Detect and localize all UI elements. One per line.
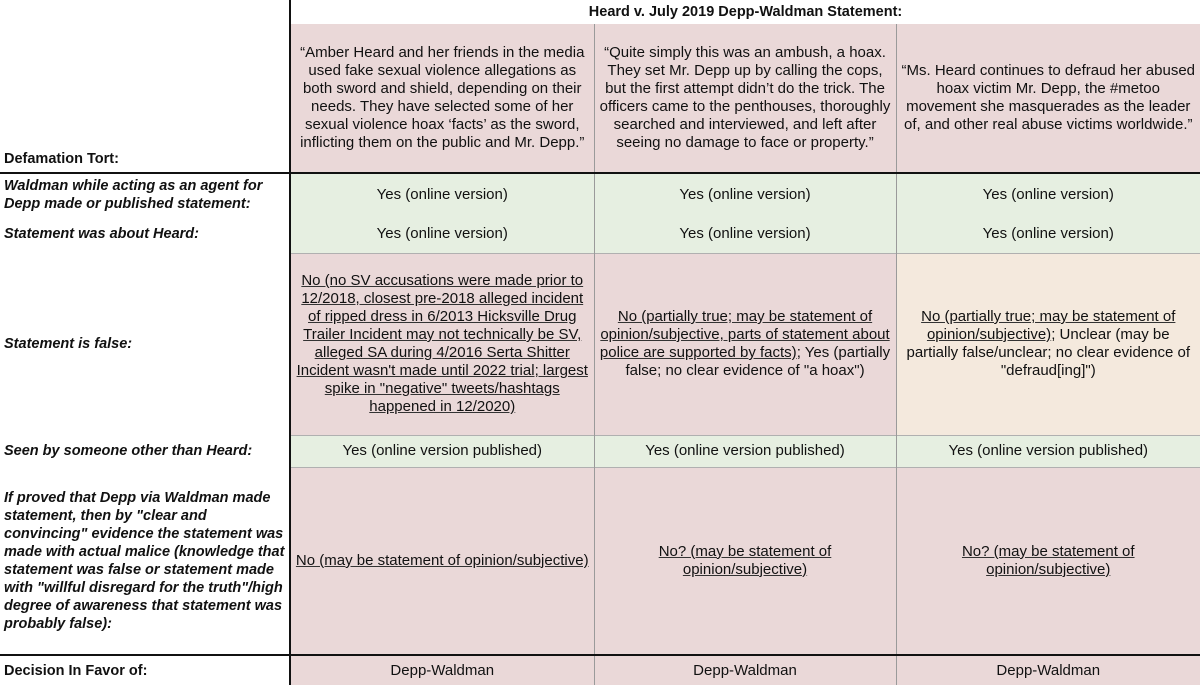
cell-agent-2: Yes (online version) — [594, 173, 896, 215]
row-label-false: Statement is false: — [4, 336, 133, 352]
quote-3: “Ms. Heard continues to defraud her abused hoax victim Mr. Depp, the #metoo movement she masquerades as the leader of, and other real abuse victims worldwide.” — [896, 24, 1200, 173]
cell-about-2: Yes (online version) — [594, 215, 896, 253]
row-label-seen: Seen by someone other than Heard: — [4, 443, 253, 459]
row-label-malice: If proved that Depp via Waldman made statement, then by "clear and convincing" evidence the statement was made with actual malice (knowledge that statement was false or statement made with "willful disregard for the truth"/high degree of awareness that statement was probably false): — [4, 489, 285, 632]
cell-decision-1: Depp-Waldman — [290, 655, 594, 685]
cell-seen-1: Yes (online version published) — [290, 435, 594, 467]
cell-agent-3: Yes (online version) — [896, 173, 1200, 215]
row-label-decision: Decision In Favor of: — [0, 655, 290, 685]
cell-agent-1: Yes (online version) — [290, 173, 594, 215]
table-row — [0, 655, 1200, 685]
false-1-underlined: No (no SV accusations were made prior to 12/2018, closest pre-2018 alleged incident of ripped dress in 6/2013 Hicksville Drug Trailer Incident may not technically be SV, alleged SA during 4/2016 Serta Shitter Incident wasn't made until 2022 trial; largest spike in "negative" tweets/hashtags happened in 12/2020) — [296, 272, 588, 415]
table-row — [0, 173, 1200, 215]
cell-seen-3: Yes (online version published) — [896, 435, 1200, 467]
cell-malice-2 — [594, 467, 896, 655]
defamation-tort-label — [0, 0, 290, 173]
malice-2-text: No? (may be statement of opinion/subjective) — [658, 542, 832, 578]
malice-1-text: No (may be statement of opinion/subjective) — [295, 551, 589, 569]
cell-malice-1 — [290, 467, 594, 655]
table-row — [0, 215, 1200, 253]
cell-false-3 — [896, 253, 1200, 435]
quote-2: “Quite simply this was an ambush, a hoax. They set Mr. Depp up by calling the cops, but the first attempt didn’t do the trick. The officers came to the penthouses, thoroughly searched and interviewed, and left after seeing no damage to face or property.” — [594, 24, 896, 173]
table-title: Heard v. July 2019 Depp-Waldman Statement: — [290, 0, 1200, 24]
title-row — [0, 0, 1200, 24]
cell-seen-2: Yes (online version published) — [594, 435, 896, 467]
malice-3-text: No? (may be statement of opinion/subjective) — [961, 542, 1135, 578]
table-row — [0, 253, 1200, 435]
false-3-plain: ; Unclear (may be partially false/unclear; no clear evidence of "defraud[ing]") — [906, 326, 1190, 379]
cell-decision-2: Depp-Waldman — [594, 655, 896, 685]
row-label-agent: Waldman while acting as an agent for Depp made or published statement: — [0, 173, 290, 215]
cell-malice-3 — [896, 467, 1200, 655]
cell-false-1 — [290, 253, 594, 435]
defamation-tort-text: Defamation Tort: — [4, 151, 119, 167]
quote-1: “Amber Heard and her friends in the media used fake sexual violence allegations as both sword and shield, depending on their needs. They have selected some of her sexual violence hoax ‘facts’ as the sword, inflicting them on the public and Mr. Depp.” — [290, 24, 594, 173]
row-label-about: Statement was about Heard: — [4, 226, 199, 242]
table-row — [0, 435, 1200, 467]
table-row — [0, 467, 1200, 655]
false-2-plain: ; Yes (partially false; no clear evidence of "a hoax") — [625, 344, 891, 379]
cell-decision-3: Depp-Waldman — [896, 655, 1200, 685]
cell-about-1: Yes (online version) — [290, 215, 594, 253]
false-2-underlined: No (partially true; may be statement of opinion/subjective, parts of statement about police are supported by facts) — [599, 308, 890, 361]
false-3-underlined: No (partially true; may be statement of opinion/subjective) — [921, 308, 1176, 343]
cell-about-3: Yes (online version) — [896, 215, 1200, 253]
cell-false-2 — [594, 253, 896, 435]
